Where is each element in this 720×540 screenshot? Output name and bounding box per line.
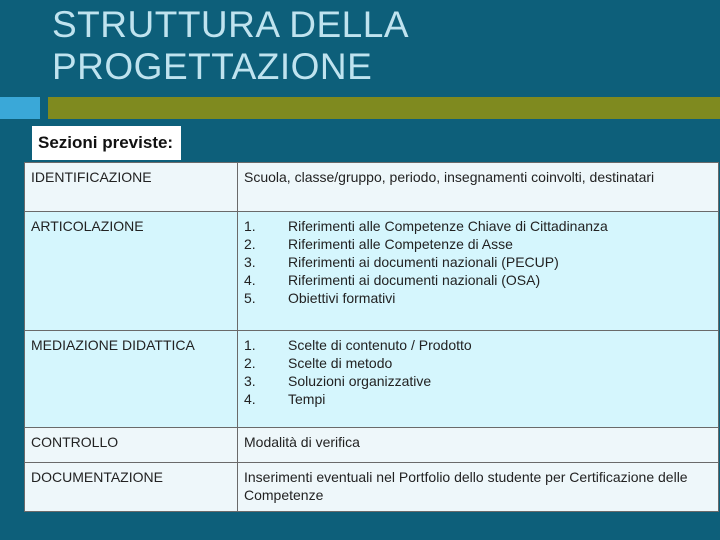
list-item xyxy=(244,390,712,408)
title-line-1: STRUTTURA DELLA xyxy=(52,4,410,45)
list-item xyxy=(244,271,712,289)
list-item xyxy=(244,217,712,235)
list-item-number: 1. xyxy=(244,337,256,353)
list-item-text: Scelte di metodo xyxy=(288,355,393,371)
section-content: Inserimenti eventuali nel Portfolio dello studente per Certificazione delle Competenze xyxy=(238,463,719,512)
list-item xyxy=(244,253,712,271)
table-row-controllo xyxy=(25,428,719,463)
list-item-number: 2. xyxy=(244,355,256,371)
section-content-list xyxy=(238,212,719,331)
list-item-number: 3. xyxy=(244,373,256,389)
list-item-text: Riferimenti alle Competenze Chiave di Cittadinanza xyxy=(288,218,608,234)
list-item-number: 4. xyxy=(244,272,256,288)
list-item-number: 4. xyxy=(244,391,256,407)
table-row-identificazione xyxy=(25,163,719,212)
list-item-number: 5. xyxy=(244,290,256,306)
accent-bar-olive xyxy=(48,97,720,119)
list-item xyxy=(244,336,712,354)
list-item-text: Riferimenti ai documenti nazionali (PECUP) xyxy=(288,254,559,270)
sections-table-wrapper xyxy=(24,162,704,512)
list-item-text: Soluzioni organizzative xyxy=(288,373,432,389)
list-item-text: Scelte di contenuto / Prodotto xyxy=(288,337,472,353)
title-line-2: PROGETTAZIONE xyxy=(52,46,373,87)
list-item-text: Tempi xyxy=(288,391,326,407)
sections-table xyxy=(24,162,719,512)
section-content-list xyxy=(238,331,719,428)
list-item-number: 2. xyxy=(244,236,256,252)
subtitle-label: Sezioni previste: xyxy=(32,126,181,160)
table-row-documentazione xyxy=(25,463,719,512)
list-item-text: Riferimenti ai documenti nazionali (OSA) xyxy=(288,272,541,288)
section-name: IDENTIFICAZIONE xyxy=(25,163,238,212)
section-name: MEDIAZIONE DIDATTICA xyxy=(25,331,238,428)
list-item xyxy=(244,354,712,372)
section-name: DOCUMENTAZIONE xyxy=(25,463,238,512)
section-content: Scuola, classe/gruppo, periodo, insegnamenti coinvolti, destinatari xyxy=(238,163,719,212)
list-item xyxy=(244,235,712,253)
table-row-mediazione-didattica xyxy=(25,331,719,428)
accent-block-blue xyxy=(0,97,40,119)
list-item-text: Riferimenti alle Competenze di Asse xyxy=(288,236,513,252)
section-name: ARTICOLAZIONE xyxy=(25,212,238,331)
table-row-articolazione xyxy=(25,212,719,331)
list-item-number: 1. xyxy=(244,218,256,234)
title-block xyxy=(0,0,720,95)
page-title xyxy=(52,4,409,88)
list-item-number: 3. xyxy=(244,254,256,270)
list-item xyxy=(244,372,712,390)
list-item-text: Obiettivi formativi xyxy=(288,290,396,306)
section-content: Modalità di verifica xyxy=(238,428,719,463)
list-item xyxy=(244,289,712,307)
section-name: CONTROLLO xyxy=(25,428,238,463)
